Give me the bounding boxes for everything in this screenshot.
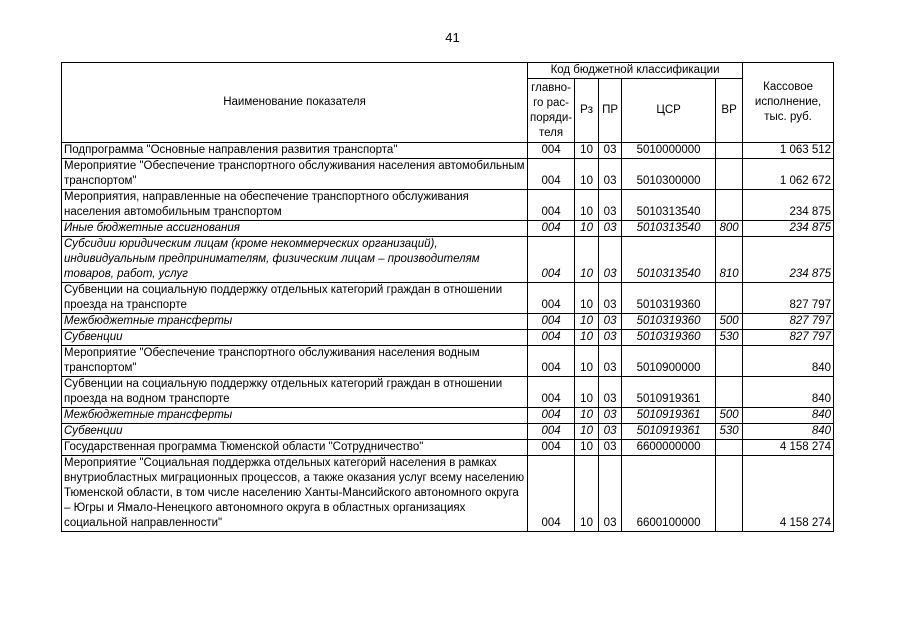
cell-csr: 5010919361 <box>622 424 716 440</box>
cell-rz: 10 <box>575 221 599 237</box>
cell-glav: 004 <box>528 237 575 283</box>
cell-csr: 5010900000 <box>622 346 716 377</box>
cell-glav: 004 <box>528 314 575 330</box>
table-body <box>62 143 834 532</box>
cell-vr: 530 <box>716 424 743 440</box>
cell-rz: 10 <box>575 314 599 330</box>
cell-csr: 6600100000 <box>622 456 716 532</box>
cell-vr <box>716 456 743 532</box>
cell-name: Межбюджетные трансферты <box>62 408 528 424</box>
cell-vr <box>716 346 743 377</box>
cell-glav: 004 <box>528 440 575 456</box>
cell-vr: 800 <box>716 221 743 237</box>
cell-csr: 5010300000 <box>622 159 716 190</box>
cell-vr: 500 <box>716 408 743 424</box>
cell-pr: 03 <box>599 408 622 424</box>
cell-csr: 5010313540 <box>622 221 716 237</box>
cell-glav: 004 <box>528 221 575 237</box>
table-row <box>62 190 834 221</box>
cell-vr <box>716 377 743 408</box>
cell-sum: 4 158 274 <box>743 440 834 456</box>
table-row <box>62 314 834 330</box>
cell-sum: 234 875 <box>743 221 834 237</box>
cell-pr: 03 <box>599 377 622 408</box>
cell-rz: 10 <box>575 346 599 377</box>
cell-vr <box>716 190 743 221</box>
cell-csr: 5010919361 <box>622 377 716 408</box>
header-vr: ВР <box>716 79 743 143</box>
cell-sum: 4 158 274 <box>743 456 834 532</box>
cell-pr: 03 <box>599 143 622 159</box>
header-pr: ПР <box>599 79 622 143</box>
cell-csr: 5010919361 <box>622 408 716 424</box>
cell-name: Субвенции <box>62 330 528 346</box>
table-row <box>62 346 834 377</box>
cell-glav: 004 <box>528 408 575 424</box>
cell-name: Мероприятие "Обеспечение транспортного обслуживания населения автомобильным транспортом" <box>62 159 528 190</box>
header-sum: Кассовое исполнение, тыс. руб. <box>743 63 834 143</box>
table-row <box>62 377 834 408</box>
table-row <box>62 221 834 237</box>
header-rz: Рз <box>575 79 599 143</box>
cell-name: Подпрограмма "Основные направления развития транспорта" <box>62 143 528 159</box>
header-name: Наименование показателя <box>62 63 528 143</box>
table-row <box>62 424 834 440</box>
cell-csr: 5010319360 <box>622 314 716 330</box>
cell-csr: 5010319360 <box>622 330 716 346</box>
table-row <box>62 456 834 532</box>
cell-csr: 6600000000 <box>622 440 716 456</box>
cell-name: Субвенции на социальную поддержку отдельных категорий граждан в отношении проезда на водном транспорте <box>62 377 528 408</box>
cell-rz: 10 <box>575 143 599 159</box>
cell-vr <box>716 440 743 456</box>
cell-pr: 03 <box>599 346 622 377</box>
cell-pr: 03 <box>599 440 622 456</box>
header-csr: ЦСР <box>622 79 716 143</box>
header-glav: главно-го рас-поряди-теля <box>528 79 575 143</box>
cell-glav: 004 <box>528 346 575 377</box>
cell-rz: 10 <box>575 159 599 190</box>
cell-pr: 03 <box>599 237 622 283</box>
cell-glav: 004 <box>528 143 575 159</box>
cell-rz: 10 <box>575 237 599 283</box>
cell-sum: 827 797 <box>743 283 834 314</box>
budget-table <box>61 62 834 532</box>
cell-csr: 5010000000 <box>622 143 716 159</box>
cell-pr: 03 <box>599 314 622 330</box>
cell-sum: 1 062 672 <box>743 159 834 190</box>
cell-sum: 827 797 <box>743 314 834 330</box>
header-code-group: Код бюджетной классификации <box>528 63 743 79</box>
cell-vr: 810 <box>716 237 743 283</box>
cell-glav: 004 <box>528 377 575 408</box>
table-row <box>62 143 834 159</box>
table-row <box>62 237 834 283</box>
cell-pr: 03 <box>599 424 622 440</box>
cell-vr <box>716 283 743 314</box>
table-row <box>62 440 834 456</box>
cell-pr: 03 <box>599 221 622 237</box>
cell-sum: 234 875 <box>743 237 834 283</box>
cell-name: Государственная программа Тюменской области "Сотрудничество" <box>62 440 528 456</box>
cell-sum: 840 <box>743 377 834 408</box>
cell-pr: 03 <box>599 190 622 221</box>
cell-name: Субсидии юридическим лицам (кроме некоммерческих организаций), индивидуальным предпринимателям, физическим лицам – производителям товаров, работ, услуг <box>62 237 528 283</box>
cell-vr <box>716 159 743 190</box>
cell-glav: 004 <box>528 283 575 314</box>
cell-pr: 03 <box>599 159 622 190</box>
cell-pr: 03 <box>599 283 622 314</box>
cell-rz: 10 <box>575 424 599 440</box>
cell-name: Субвенции на социальную поддержку отдельных категорий граждан в отношении проезда на транспорте <box>62 283 528 314</box>
cell-name: Субвенции <box>62 424 528 440</box>
cell-glav: 004 <box>528 456 575 532</box>
table-row <box>62 330 834 346</box>
cell-csr: 5010313540 <box>622 237 716 283</box>
cell-rz: 10 <box>575 440 599 456</box>
cell-rz: 10 <box>575 377 599 408</box>
cell-name: Мероприятия, направленные на обеспечение транспортного обслуживания населения автомобильным транспортом <box>62 190 528 221</box>
cell-name: Мероприятие "Социальная поддержка отдельных категорий населения в рамках внутриобластных миграционных процессов, а также оказания услуг всему населению Тюменской области, в том числе населению Ханты-Мансийского автономного округа – Югры и Ямало-Ненецкого автономного округа в областных организациях социальной направленности" <box>62 456 528 532</box>
cell-glav: 004 <box>528 190 575 221</box>
cell-rz: 10 <box>575 456 599 532</box>
cell-pr: 03 <box>599 456 622 532</box>
cell-vr: 530 <box>716 330 743 346</box>
cell-sum: 827 797 <box>743 330 834 346</box>
cell-sum: 1 063 512 <box>743 143 834 159</box>
cell-sum: 234 875 <box>743 190 834 221</box>
cell-vr: 500 <box>716 314 743 330</box>
page-number: 41 <box>445 30 460 45</box>
cell-csr: 5010313540 <box>622 190 716 221</box>
cell-name: Иные бюджетные ассигнования <box>62 221 528 237</box>
cell-glav: 004 <box>528 424 575 440</box>
cell-pr: 03 <box>599 330 622 346</box>
table-row <box>62 283 834 314</box>
cell-rz: 10 <box>575 283 599 314</box>
table-row <box>62 408 834 424</box>
cell-csr: 5010319360 <box>622 283 716 314</box>
cell-name: Мероприятие "Обеспечение транспортного обслуживания населения водным транспортом" <box>62 346 528 377</box>
cell-rz: 10 <box>575 190 599 221</box>
cell-glav: 004 <box>528 159 575 190</box>
cell-vr <box>716 143 743 159</box>
cell-sum: 840 <box>743 424 834 440</box>
cell-name: Межбюджетные трансферты <box>62 314 528 330</box>
cell-sum: 840 <box>743 408 834 424</box>
cell-rz: 10 <box>575 408 599 424</box>
cell-rz: 10 <box>575 330 599 346</box>
cell-glav: 004 <box>528 330 575 346</box>
table-row <box>62 159 834 190</box>
cell-sum: 840 <box>743 346 834 377</box>
